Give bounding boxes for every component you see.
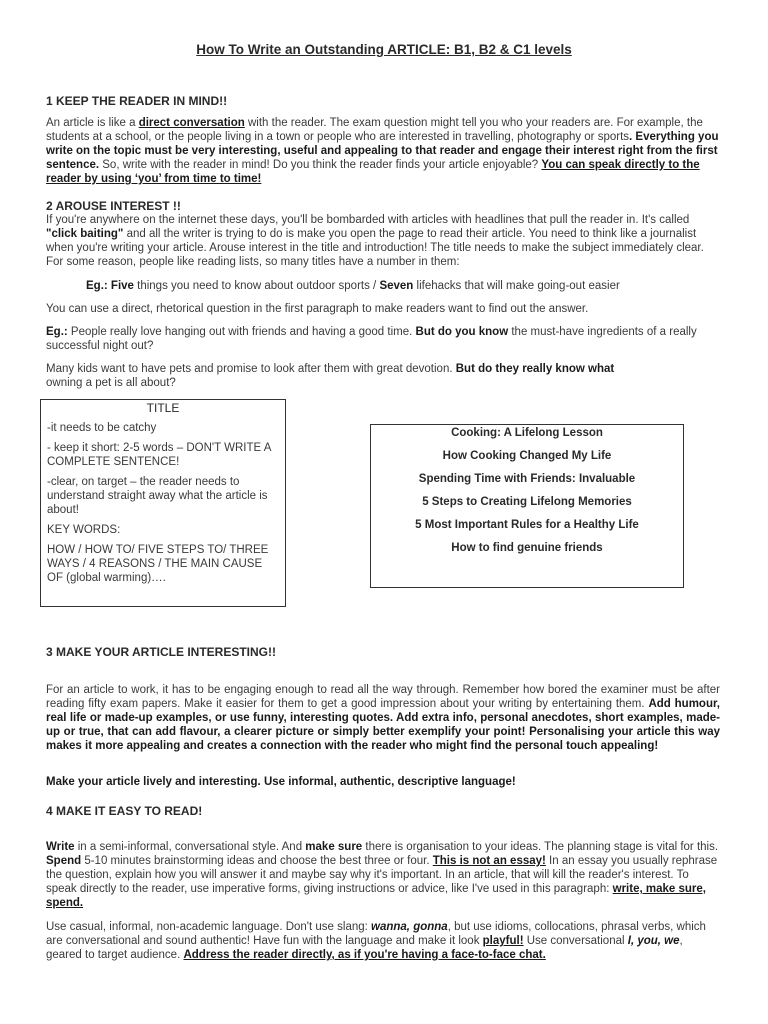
section-3-paragraph: For an article to work, it has to be engaging enough to read all the way through. Remember how bored the examiner must be after reading fifty exam papers. Make it easier for them to get a good impression about your writing by entertaining them. Add humour, real life or made-up examples, or use funny, interesting quotes. Add extra info, personal anecdotes, short examples, made-up or true, that can add flavour, a clearer picture or simply better exemplify your point! Personalising your article this way makes it more appealing and creates a connection with the reader who might find the personal touch appealing! [46,684,721,752]
example-title-item: 5 Most Important Rules for a Healthy Life [415,519,639,531]
section-1-heading: 1 KEEP THE READER IN MIND!! [46,94,228,108]
example-titles-box [370,424,684,588]
example-title-item: 5 Steps to Creating Lifelong Memories [422,496,632,508]
section-3-heading: 3 MAKE YOUR ARTICLE INTERESTING!! [46,645,277,659]
title-tip-catchy: -it needs to be catchy [47,422,157,434]
title-tip-keywords-label: KEY WORDS: [47,524,121,536]
example-pets: Many kids want to have pets and promise to look after them with great devotion. But do they really know what owning a pet is all about? [46,363,615,389]
document-title: How To Write an Outstanding ARTICLE: B1, B2 & C1 levels [196,42,572,57]
section-4-paragraph: Write in a semi-informal, conversational style. And make sure there is organisation to your ideas. The planning stage is vital for this. Spend 5-10 minutes brainstorming ideas and choose the best three or four. This is not an essay! In an essay you usually rephrase the question, explain how you will answer it and maybe say why it's important. In an article, that will kill the reader's interest. To speak directly to the reader, use imperative forms, giving instructions or advice, like I've used in this paragraph: write, make sure, spend. [46,841,719,909]
example-title-item: How Cooking Changed My Life [442,450,612,462]
example-title-item: Spending Time with Friends: Invaluable [418,473,636,485]
title-tip-clear: -clear, on target – the reader needs to understand straight away what the article is about! [47,476,268,516]
section-3-summary: Make your article lively and interesting. Use informal, authentic, descriptive language! [46,776,516,788]
example-night-out: Eg.: People really love hanging out with friends and having a good time. But do you know the must-have ingredients of a really successful night out? [46,326,697,352]
section-1-paragraph: An article is like a direct conversation with the reader. The exam question might tell you who your readers are. For example, the students at a school, or the people living in a town or people who are interested in travelling, photography or sports. Everything you write on the topic must be very interesting, useful and appealing to that reader and engage their interest right from the first sentence. So, write with the reader in mind! Do you think the reader finds your article enjoyable? You can speak directly to the reader by using ‘you’ from time to time! [46,117,719,185]
title-box-heading: TITLE [146,401,180,415]
example-list-titles: Eg.: Five things you need to know about outdoor sports / Seven lifehacks that will make going-out easier [86,280,620,292]
section-2-intro-paragraph: If you're anywhere on the internet these days, you'll be bombarded with articles with headlines that pull the reader in. It's called "click baiting" and all the writer is trying to do is make you open the page to read their article. You need to think like a journalist when you're writing your article. Arouse interest in the title and introduction! The title needs to make the subject immediately clear. For some reason, people like reading lists, so many titles have a number in them: [46,214,704,268]
rhetorical-question-tip: You can use a direct, rhetorical question in the first paragraph to make readers want to find out the answer. [46,303,589,315]
title-tip-short: - keep it short: 2-5 words – DON'T WRITE A COMPLETE SENTENCE! [47,442,271,468]
title-tips-box [40,399,286,607]
section-4-language-paragraph: Use casual, informal, non-academic language. Don't use slang: wanna, gonna, but use idioms, collocations, phrasal verbs, which are conversational and sound authentic! Have fun with the language and make it look playful! Use conversational I, you, we, geared to target audience. Address the reader directly, as if you're having a face-to-face chat. [46,921,706,961]
example-title-item: Cooking: A Lifelong Lesson [451,427,603,439]
title-tip-keywords: HOW / HOW TO/ FIVE STEPS TO/ THREE WAYS / 4 REASONS / THE MAIN CAUSE OF (global warming)…. [47,544,269,584]
example-title-item: How to find genuine friends [451,542,603,554]
section-2-heading: 2 AROUSE INTEREST !! [46,199,181,213]
section-4-heading: 4 MAKE IT EASY TO READ! [46,804,203,818]
